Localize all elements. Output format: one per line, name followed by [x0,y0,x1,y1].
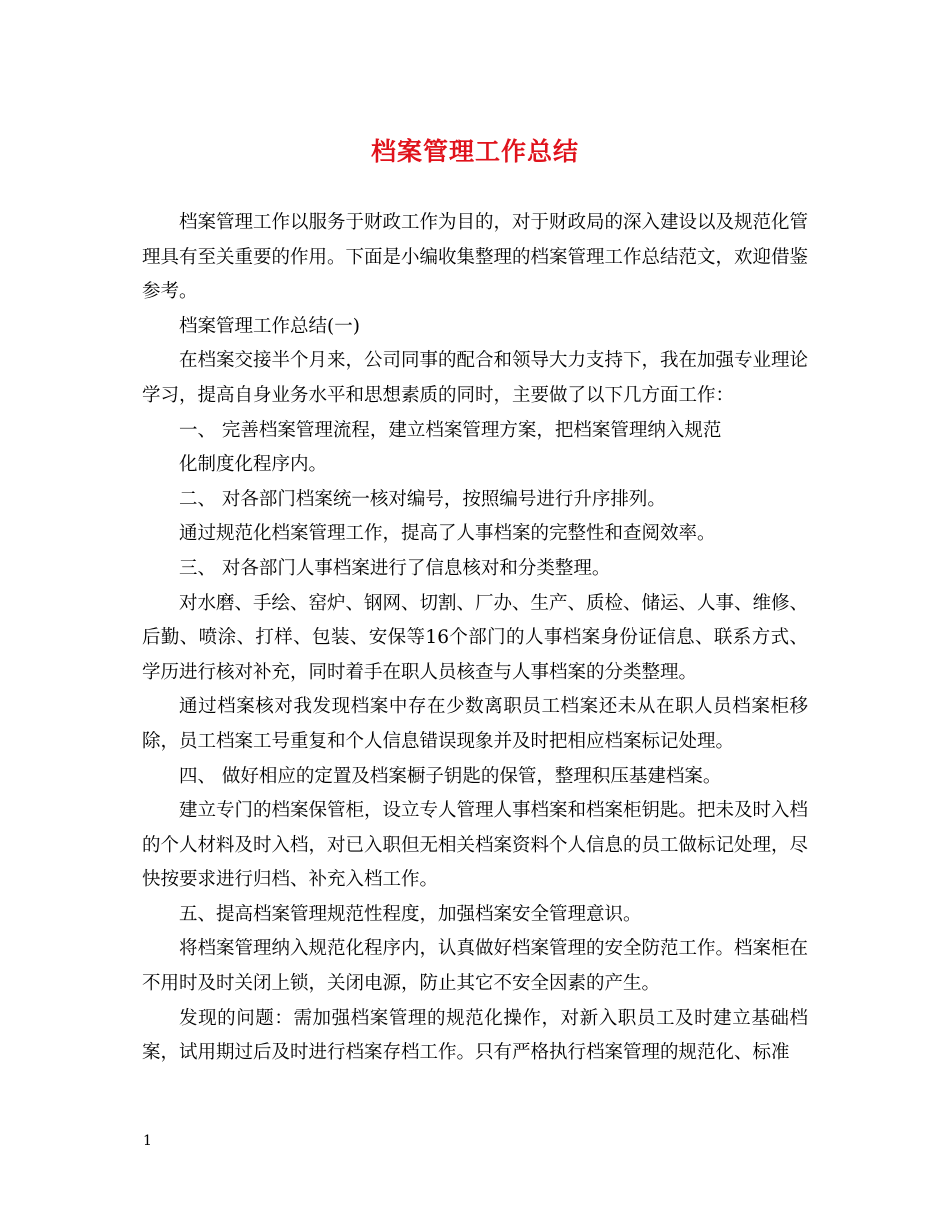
paragraph-item-five: 五、提高档案管理规范性程度，加强档案安全管理意识。 [179,903,642,925]
paragraph: 通过规范化档案管理工作，提高了人事档案的完整性和查阅效率。 [179,523,716,545]
paragraph-item-two: 二、 对各部门档案统一核对编号，按照编号进行升序排列。 [179,488,666,510]
paragraph-intro: 档案管理工作以服务于财政工作为目的，对于财政局的深入建设以及规范化管理具有至关重要的作用。下面是小编收集整理的档案管理工作总结范文，欢迎借鉴参考。 [142,212,809,303]
paragraph-problems: 发现的问题：需加强档案管理的规范化操作，对新入职员工及时建立基础档案，试用期过后及时进行档案存档工作。只有严格执行档案管理的规范化、标准 [142,1007,808,1064]
document-body [142,206,808,1071]
page-number: 1 [143,1133,152,1149]
paragraph-section-heading: 档案管理工作总结(一) [179,315,360,337]
paragraph: 建立专门的档案保管柜，设立专人管理人事档案和档案柜钥匙。把未及时入档的个人材料及时入档，对已入职但无相关档案资料个人信息的员工做标记处理，尽快按要求进行归档、补充入档工作。 [142,800,809,891]
paragraph-item-four: 四、 做好相应的定置及档案橱子钥匙的保管，整理积压基建档案。 [179,765,722,787]
paragraph-item-one-continued: 化制度化程序内。 [179,454,328,476]
paragraph: 将档案管理纳入规范化程序内，认真做好档案管理的安全防范工作。档案柜在不用时及时关闭上锁，关闭电源，防止其它不安全因素的产生。 [142,938,809,995]
paragraph: 对水磨、手绘、窑炉、钢网、切割、厂办、生产、质检、储运、人事、维修、后勤、喷涂、打样、包装、安保等16个部门的人事档案身份证信息、联系方式、学历进行核对补充，同时着手在职人员核查与人事档案的分类整理。 [142,592,809,683]
document-title: 档案管理工作总结 [370,137,579,166]
paragraph-item-three: 三、 对各部门人事档案进行了信息核对和分类整理。 [179,557,611,579]
paragraph: 通过档案核对我发现档案中存在少数离职员工档案还未从在职人员档案柜移除，员工档案工号重复和个人信息错误现象并及时把相应档案标记处理。 [142,696,808,752]
paragraph-item-one: 一、 完善档案管理流程，建立档案管理方案，把档案管理纳入规范 [179,419,722,441]
paragraph: 在档案交接半个月来，公司同事的配合和领导大力支持下，我在加强专业理论学习，提高自身业务水平和思想素质的同时，主要做了以下几方面工作： [142,350,809,406]
